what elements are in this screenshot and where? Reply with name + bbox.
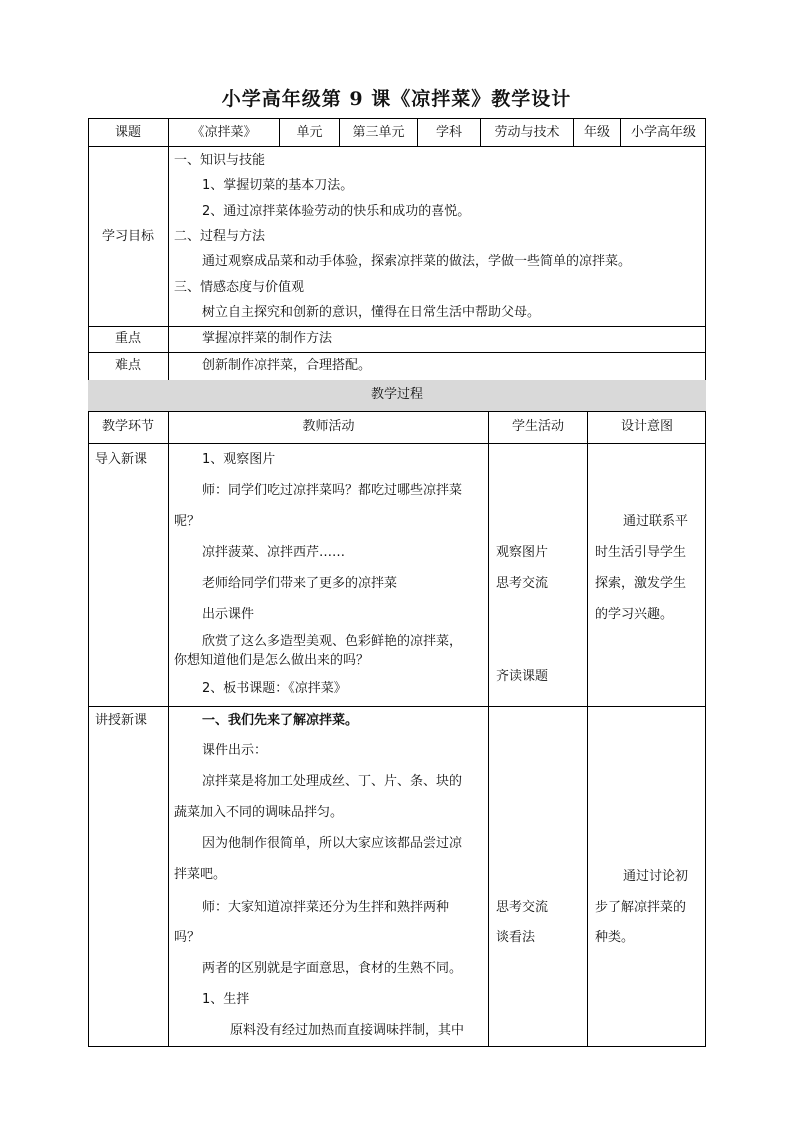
student-activity: 观察图片	[496, 545, 549, 560]
teacher-line: 1、生拌	[202, 992, 250, 1007]
design-intent: 通过联系平	[623, 514, 689, 529]
subject-value: 劳动与技术	[494, 125, 560, 140]
teacher-line: 两者的区别就是字面意思，食材的生熟不同。	[202, 961, 463, 976]
objective-line: 三、情感态度与价值观	[174, 280, 305, 295]
objective-line: 树立自主探究和创新的意识，懂得在日常生活中帮助父母。	[202, 305, 541, 320]
design-intent: 通过讨论初	[623, 869, 689, 884]
subject-label: 学科	[435, 125, 462, 140]
teacher-line: 你想知道他们是怎么做出来的吗？	[174, 653, 370, 668]
unit-value: 第三单元	[352, 125, 405, 140]
objective-line: 1、掌握切菜的基本刀法。	[202, 178, 354, 193]
column-header: 教学环节	[101, 419, 154, 434]
teacher-line: 拌菜吧。	[174, 867, 227, 882]
teacher-line: 2、板书课题：《凉拌菜》	[202, 681, 347, 696]
design-intent: 种类。	[595, 930, 635, 945]
student-activity: 齐读课题	[496, 669, 549, 684]
teacher-line: 课件出示：	[202, 743, 268, 758]
column-header: 教师活动	[302, 419, 355, 434]
grade-value: 小学高年级	[630, 125, 696, 140]
teacher-line: 呢？	[174, 514, 201, 529]
teacher-line: 1、观察图片	[202, 452, 276, 467]
column-header: 设计意图	[620, 419, 673, 434]
teacher-line: 出示课件	[202, 607, 255, 622]
key-point-label: 重点	[114, 331, 141, 346]
teacher-line: 师：同学们吃过凉拌菜吗？都吃过哪些凉拌菜	[202, 483, 463, 498]
design-intent: 时生活引导学生	[595, 545, 687, 560]
teacher-line: 因为他制作很简单，所以大家应该都品尝过凉	[202, 836, 463, 851]
grade-label: 年级	[583, 125, 610, 140]
teacher-line: 蔬菜加入不同的调味品拌匀。	[174, 805, 344, 820]
design-intent: 探索，激发学生	[595, 576, 687, 591]
difficulty-label: 难点	[114, 358, 141, 373]
key-point-value: 掌握凉拌菜的制作方法	[202, 331, 333, 346]
teacher-line: 师：大家知道凉拌菜还分为生拌和熟拌两种	[202, 900, 450, 915]
student-activity: 思考交流	[496, 576, 549, 591]
teacher-line: 欣赏了这么多造型美观、色彩鲜艳的凉拌菜，	[202, 634, 463, 649]
objectives-label: 学习目标	[101, 229, 154, 244]
stage-name: 导入新课	[95, 452, 148, 467]
lesson-label: 课题	[114, 125, 141, 140]
difficulty-value: 创新制作凉拌菜，合理搭配。	[202, 358, 372, 373]
teacher-line: 凉拌菜是将加工处理成丝、丁、片、条、块的	[202, 774, 463, 789]
page-title: 小学高年级第 9 课《凉拌菜》教学设计	[221, 88, 572, 110]
teacher-heading: 一、我们先来了解凉拌菜。	[202, 713, 359, 728]
unit-label: 单元	[296, 125, 323, 140]
teacher-line: 原料没有经过加热而直接调味拌制，其中	[230, 1023, 465, 1038]
teacher-line: 凉拌菠菜、凉拌西芹……	[202, 545, 346, 560]
design-intent: 的学习兴趣。	[595, 607, 674, 622]
stage-name: 讲授新课	[95, 713, 148, 728]
objective-line: 2、通过凉拌菜体验劳动的快乐和成功的喜悦。	[202, 204, 471, 219]
objective-line: 通过观察成品菜和动手体验，探索凉拌菜的做法，学做一些简单的凉拌菜。	[202, 254, 632, 269]
design-intent: 步了解凉拌菜的	[595, 900, 687, 915]
objective-line: 一、知识与技能	[174, 153, 266, 168]
student-activity: 思考交流	[496, 900, 549, 915]
teacher-line: 吗？	[174, 930, 201, 945]
student-activity: 谈看法	[496, 930, 536, 945]
column-header: 学生活动	[511, 419, 564, 434]
objective-line: 二、过程与方法	[174, 229, 266, 244]
teacher-line: 老师给同学们带来了更多的凉拌菜	[202, 576, 398, 591]
process-header: 教学过程	[370, 387, 423, 402]
lesson-value: 《凉拌菜》	[191, 125, 257, 140]
